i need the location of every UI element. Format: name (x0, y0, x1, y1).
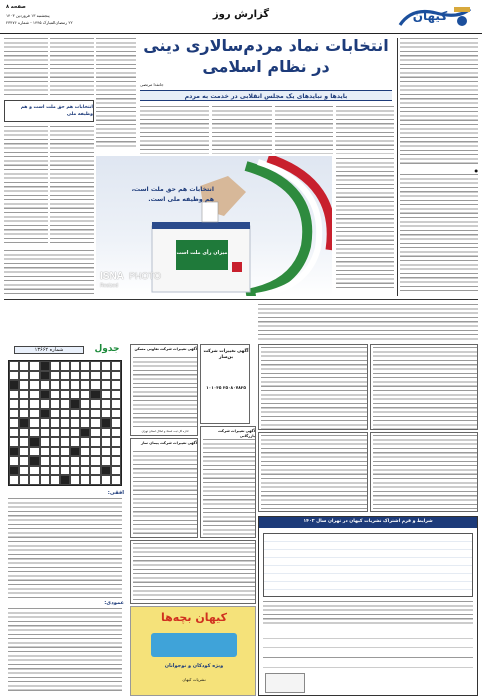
crossword-cell[interactable] (101, 371, 111, 381)
crossword-cell[interactable] (101, 437, 111, 447)
right-text-2 (400, 174, 478, 294)
ad-5-body (261, 347, 367, 429)
ad-4-title: آگهی تغییرات شرکت بازرگانی (218, 429, 255, 438)
ad-4-body (203, 439, 255, 535)
crossword-cell[interactable] (80, 418, 90, 428)
crossword-cell (29, 456, 39, 466)
article-col-2 (275, 106, 333, 154)
crossword-cell (9, 380, 19, 390)
ad-4 (200, 426, 256, 538)
crossword-cell[interactable] (90, 428, 100, 438)
ad-8 (370, 432, 478, 512)
crossword-cell[interactable] (60, 466, 70, 476)
crossword-cell[interactable] (19, 399, 29, 409)
crossword-cell[interactable] (50, 428, 60, 438)
crossword-cell[interactable] (111, 456, 121, 466)
crossword-cell[interactable] (29, 475, 39, 485)
crossword-cell[interactable] (111, 466, 121, 476)
crossword-cell (9, 466, 19, 476)
crossword-cell[interactable] (90, 447, 100, 457)
crossword-cell[interactable] (70, 361, 80, 371)
crossword-cell (29, 437, 39, 447)
masthead (0, 0, 482, 34)
date-line-2: ۲۲ رمضان‌المبارک ۱۴۴۵ - شماره ۲۳۴۷۶ (6, 20, 73, 25)
ad-5 (258, 344, 368, 430)
crossword-cell[interactable] (80, 371, 90, 381)
crossword-cell[interactable] (101, 475, 111, 485)
kiosk-logo (265, 673, 305, 693)
crossword-cell[interactable] (80, 399, 90, 409)
crossword-cell[interactable] (90, 418, 100, 428)
crossword-cell[interactable] (9, 409, 19, 419)
crossword-cell[interactable] (50, 466, 60, 476)
logo-text: کیهان (412, 9, 448, 23)
ad-9 (130, 540, 256, 604)
ad-1-title: آگهی تغییرات شرکت تعاونی مسکن (134, 347, 197, 351)
crossword-cell[interactable] (50, 399, 60, 409)
crossword-cell[interactable] (50, 361, 60, 371)
crossword-cell[interactable] (80, 456, 90, 466)
crossword-cell[interactable] (101, 447, 111, 457)
crossword-cell (101, 466, 111, 476)
crossword-cell[interactable] (90, 371, 100, 381)
crossword-cell[interactable] (29, 428, 39, 438)
crossword-cell[interactable] (19, 390, 29, 400)
ad-1-registry: اداره کل ثبت اسناد و املاک استان تهران (141, 429, 189, 433)
main-photo (96, 156, 332, 296)
ad-1 (130, 344, 198, 436)
crossword-cell[interactable] (60, 399, 70, 409)
crossword-cell[interactable] (29, 390, 39, 400)
crossword-cell[interactable] (90, 409, 100, 419)
crossword-clues-horizontal (8, 498, 122, 598)
crossword-cell (19, 418, 29, 428)
left-col-d (4, 126, 48, 246)
crossword-area (4, 344, 126, 696)
left-col-f (4, 250, 94, 296)
isna-watermark (100, 264, 170, 289)
announcement-text (258, 304, 478, 340)
crossword-cell (101, 418, 111, 428)
ballot-slogan: میزان رأی ملت است (176, 250, 228, 256)
crossword-cell[interactable] (101, 380, 111, 390)
crossword-cell[interactable] (29, 466, 39, 476)
crossword-cell[interactable] (29, 371, 39, 381)
ad-9-body (133, 543, 255, 603)
crossword-cell[interactable] (111, 399, 121, 409)
crossword-cell (9, 447, 19, 457)
crossword-cell[interactable] (50, 409, 60, 419)
watermark-brand: ISNA (100, 271, 124, 282)
crossword-cell[interactable] (70, 428, 80, 438)
ad-7-body (261, 435, 367, 511)
crossword-cell[interactable] (70, 371, 80, 381)
crossword-cell[interactable] (50, 371, 60, 381)
right-column (400, 38, 478, 296)
crossword-cell[interactable] (50, 447, 60, 457)
crossword-cell[interactable] (50, 390, 60, 400)
crossword-cell[interactable] (29, 399, 39, 409)
ad-8-body (373, 435, 477, 511)
crossword-cell[interactable] (9, 428, 19, 438)
crossword-cell[interactable] (101, 428, 111, 438)
section-rule (4, 299, 478, 300)
masthead-logo (392, 3, 476, 31)
crossword-cell[interactable] (50, 456, 60, 466)
ad-3-number: ۳۵۰۸۰۷۸۳۵ ۱۰۱۰۳۵ (206, 385, 246, 390)
crossword-cell[interactable] (111, 428, 121, 438)
left-col-a (4, 38, 48, 98)
crossword-cell[interactable] (19, 371, 29, 381)
crossword-cell[interactable] (70, 390, 80, 400)
crossword-cell[interactable] (80, 466, 90, 476)
crossword-cell[interactable] (111, 447, 121, 457)
crossword-cell[interactable] (40, 466, 50, 476)
left-col-e (50, 126, 94, 246)
crossword-cell[interactable] (80, 380, 90, 390)
crossword-cell[interactable] (80, 390, 90, 400)
crossword-grid[interactable] (8, 360, 122, 486)
crossword-cell[interactable] (29, 418, 39, 428)
crossword-cell[interactable] (101, 456, 111, 466)
crossword-cell[interactable] (60, 447, 70, 457)
crossword-cell (40, 409, 50, 419)
ad-6-body (373, 347, 477, 429)
article-col-5 (336, 158, 394, 290)
crossword-cell[interactable] (40, 475, 50, 485)
kids-banner (151, 633, 237, 657)
article-col-3 (212, 106, 272, 154)
article-col-1 (336, 106, 394, 154)
crossword-cell[interactable] (40, 418, 50, 428)
crossword-cell[interactable] (70, 466, 80, 476)
crossword-cell[interactable] (19, 428, 29, 438)
crossword-cell[interactable] (80, 475, 90, 485)
ad-3 (200, 344, 250, 424)
crossword-cell[interactable] (19, 437, 29, 447)
crossword-vertical-label: عمودی: (104, 600, 124, 606)
crossword-cell (70, 399, 80, 409)
crossword-cell[interactable] (111, 437, 121, 447)
kids-logo: کیهان بچه‌ها (161, 611, 227, 624)
crossword-cell[interactable] (19, 456, 29, 466)
crossword-cell[interactable] (111, 380, 121, 390)
crossword-cell[interactable] (101, 361, 111, 371)
crossword-cell[interactable] (9, 361, 19, 371)
crossword-cell[interactable] (101, 399, 111, 409)
crossword-cell[interactable] (19, 409, 29, 419)
page-label: صفحه ۸ (6, 4, 26, 10)
subscription-fields[interactable] (263, 629, 473, 669)
crossword-cell[interactable] (70, 475, 80, 485)
crossword-cell[interactable] (80, 409, 90, 419)
crossword-cell[interactable] (101, 409, 111, 419)
crossword-cell[interactable] (60, 390, 70, 400)
date-line-1: پنجشنبه ۱۳ فروردین ۱۴۰۳ (6, 13, 50, 18)
crossword-cell[interactable] (60, 418, 70, 428)
crossword-cell[interactable] (90, 399, 100, 409)
kids-tagline: ویژه کودکان و نوجوانان (164, 663, 224, 669)
headline-line-1: انتخابات نماد مردم‌سالاری دینی (143, 36, 389, 55)
article-col-4 (140, 106, 209, 154)
ad-2-title: آگهی تغییرات شرکت پیمان ساز (141, 441, 197, 445)
crossword-cell[interactable] (19, 380, 29, 390)
crossword-cell[interactable] (90, 475, 100, 485)
crossword-cell[interactable] (70, 380, 80, 390)
crossword-cell[interactable] (40, 428, 50, 438)
crossword-cell[interactable] (60, 428, 70, 438)
kids-magazine-ad (130, 606, 256, 696)
ad-3-title: آگهی تغییرات شرکت بن‌ساز (203, 349, 249, 360)
crossword-cell[interactable] (111, 371, 121, 381)
crossword-cell[interactable] (70, 456, 80, 466)
crossword-cell[interactable] (60, 380, 70, 390)
ad-1-body (133, 357, 197, 429)
crossword-cell[interactable] (80, 447, 90, 457)
crossword-cell[interactable] (60, 371, 70, 381)
crossword-cell[interactable] (111, 409, 121, 419)
crossword-cell[interactable] (19, 475, 29, 485)
crossword-cell[interactable] (90, 456, 100, 466)
crossword-cell[interactable] (60, 409, 70, 419)
crossword-cell[interactable] (111, 361, 121, 371)
subtitle-text: بایدها و نبایدهای یک مجلس انقلابی در خدمت به مردم (184, 92, 348, 100)
crossword-cell[interactable] (19, 447, 29, 457)
crossword-cell[interactable] (60, 456, 70, 466)
crossword-cell (40, 361, 50, 371)
crossword-cell[interactable] (80, 361, 90, 371)
right-subhead: ● (474, 168, 478, 173)
left-heading-box (4, 100, 94, 122)
crossword-cell[interactable] (29, 409, 39, 419)
crossword-cell[interactable] (9, 399, 19, 409)
headline-line-2: در نظام اسلامی (202, 57, 330, 76)
crossword-cell[interactable] (70, 437, 80, 447)
crossword-cell[interactable] (111, 418, 121, 428)
crossword-cell[interactable] (40, 456, 50, 466)
speech-line-1: انتخابات هم حق ملت است، (131, 186, 214, 193)
crossword-cell[interactable] (40, 380, 50, 390)
crossword-cell[interactable] (111, 475, 121, 485)
crossword-cell (70, 447, 80, 457)
crossword-cell[interactable] (70, 409, 80, 419)
byline: جانفدا مرتضی (140, 82, 164, 87)
crossword-clues-vertical (8, 608, 122, 692)
crossword-cell[interactable] (90, 380, 100, 390)
crossword-cell[interactable] (40, 399, 50, 409)
crossword-cell[interactable] (9, 437, 19, 447)
ad-7 (258, 432, 368, 512)
crossword-title-box (88, 344, 126, 358)
section-label: گزارش روز (212, 9, 270, 20)
crossword-cell[interactable] (50, 380, 60, 390)
subtitle-bar (140, 90, 392, 101)
subscription-text (263, 601, 473, 625)
crossword-cell (90, 390, 100, 400)
crossword-cell[interactable] (9, 371, 19, 381)
crossword-cell[interactable] (60, 437, 70, 447)
crossword-cell[interactable] (50, 437, 60, 447)
crossword-cell[interactable] (50, 418, 60, 428)
crossword-cell (40, 390, 50, 400)
crossword-cell[interactable] (29, 380, 39, 390)
crossword-title: جدول (94, 344, 120, 354)
announcement-box (258, 302, 478, 342)
crossword-cell[interactable] (60, 361, 70, 371)
crossword-cell[interactable] (90, 466, 100, 476)
crossword-cell[interactable] (111, 390, 121, 400)
crossword-cell (40, 371, 50, 381)
left-col-b (50, 38, 94, 98)
crossword-cell[interactable] (9, 475, 19, 485)
crossword-cell[interactable] (90, 361, 100, 371)
subscription-table (263, 533, 473, 597)
crossword-cell[interactable] (70, 418, 80, 428)
ad-2-body (133, 451, 197, 535)
watermark-sub: Resized (100, 283, 119, 289)
right-text-1 (400, 38, 478, 166)
col-rule (397, 38, 398, 296)
crossword-cell[interactable] (101, 390, 111, 400)
crossword-cell[interactable] (80, 437, 90, 447)
crossword-cell[interactable] (29, 447, 39, 457)
ad-2 (130, 438, 198, 538)
crossword-cell[interactable] (50, 475, 60, 485)
speech-line-2: هم وظیفه ملی است. (148, 196, 214, 203)
left-col-c (96, 38, 136, 150)
crossword-cell[interactable] (29, 361, 39, 371)
subscription-form (258, 516, 478, 696)
left-heading: انتخابات هم حق ملت است و هم وظیفه ملی (20, 105, 93, 117)
crossword-cell[interactable] (9, 390, 19, 400)
headline-block (140, 36, 392, 98)
crossword-cell[interactable] (19, 466, 29, 476)
crossword-cell[interactable] (9, 456, 19, 466)
crossword-cell[interactable] (9, 418, 19, 428)
crossword-cell[interactable] (90, 437, 100, 447)
crossword-number: شماره ۱۳۶۶۲ (14, 346, 84, 354)
subscription-title: شرایط و فرم اشتراک نشریات کیهان در تهران سال ۱۴۰۲ (303, 519, 433, 524)
watermark-word: PHOTO (129, 271, 161, 281)
crossword-cell[interactable] (40, 447, 50, 457)
crossword-cell[interactable] (19, 361, 29, 371)
ad-6 (370, 344, 478, 430)
kids-pub-label: نشریات کیهان (182, 677, 206, 682)
crossword-cell[interactable] (40, 437, 50, 447)
subscription-header (259, 517, 477, 528)
crossword-cell (80, 428, 90, 438)
crossword-cell (60, 475, 70, 485)
crossword-horizontal-label: افقی: (107, 490, 124, 496)
